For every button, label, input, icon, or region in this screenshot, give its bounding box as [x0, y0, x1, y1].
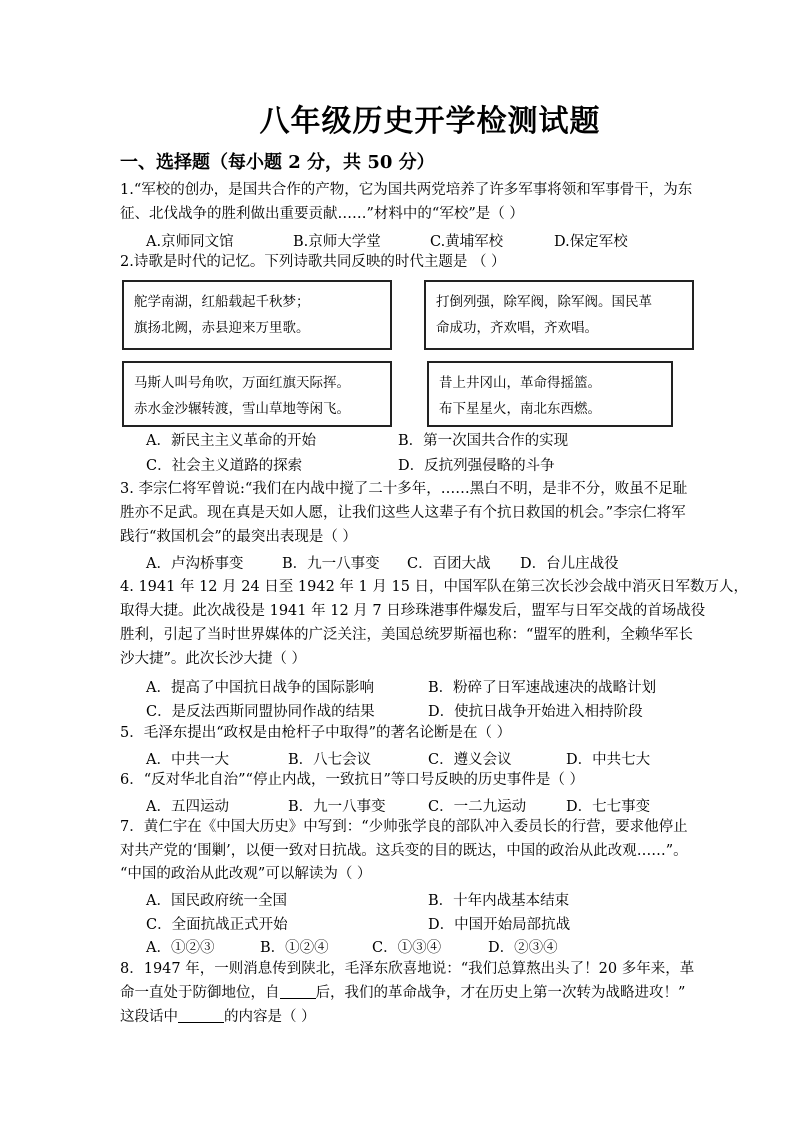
exam-title: 八年级历史开学检测试题 — [259, 104, 601, 139]
q8-line2 — [120, 981, 685, 1005]
q3-line2: 胜亦不足武。现在真是天如人愿，让我们这些人这辈子有个抗日救国的机会。”李宗仁将军 — [120, 505, 686, 521]
q7-item-3: C．全面抗战正式开始 — [146, 917, 288, 933]
q1-option-d: D.保定军校 — [554, 234, 628, 250]
q8-line2-end: 后，我们的革命战争，才在历史上第一次转为战略进攻！” — [315, 985, 686, 1001]
q4-option-d: D．使抗日战争开始进入相持阶段 — [428, 704, 643, 720]
q1-option-c: C.黄埔军校 — [430, 234, 504, 250]
q7-item-4: D．中国开始局部抗战 — [428, 917, 571, 933]
q8-line2-start: 命一直处于防御地位，自 — [120, 985, 280, 1001]
q4-option-c: C．是反法西斯同盟协同作战的结果 — [146, 704, 375, 720]
q2-option-b: B．第一次国共合作的实现 — [398, 433, 569, 449]
poem-3-line-2: 赤水金沙辗转渡，雪山草地等闲飞。 — [134, 401, 350, 417]
poem-box-3 — [122, 361, 392, 427]
q1-option-a: A.京师同文馆 — [146, 234, 234, 250]
q3-option-d: D．台儿庄战役 — [520, 556, 619, 572]
q7-option-d: D．②③④ — [488, 940, 558, 956]
q8-blank-2 — [178, 1008, 224, 1023]
q7-line2: 对共产党的‘围剿’，以便一致对日抗战。这兵变的目的既达，中国的政治从此改观……”。 — [120, 843, 688, 859]
q3-option-b: B．九一八事变 — [282, 556, 380, 572]
q2-option-d: D．反抗列强侵略的斗争 — [398, 458, 555, 474]
q5-option-c: C．遵义会议 — [428, 752, 512, 768]
q7-option-c: C．①③④ — [372, 940, 442, 956]
poem-4-line-2: 布下星星火，南北东西燃。 — [439, 401, 601, 417]
q8-line1: 8．1947 年，一则消息传到陕北，毛泽东欣喜地说：“我们总算熬出头了！20 多年来，革 — [120, 961, 695, 977]
poem-box-4 — [427, 361, 673, 427]
q4-option-b: B．粉碎了日军速战速决的战略计划 — [428, 680, 657, 696]
q1-line2: 征、北伐战争的胜利做出重要贡献……”材料中的“军校”是（ ） — [120, 206, 524, 222]
section-heading: 一、选择题（每小题 2 分，共 50 分） — [120, 152, 435, 173]
poem-1-line-1: 舵学南湖，红船载起千秋梦； — [134, 294, 310, 310]
q1-option-b: B.京师大学堂 — [293, 234, 381, 250]
q2-option-c: C．社会主义道路的探索 — [146, 458, 303, 474]
q6-option-a: A．五四运动 — [146, 799, 229, 815]
q6-option-b: B．九一八事变 — [288, 799, 386, 815]
q5-option-b: B．八七会议 — [288, 752, 372, 768]
poem-2-line-2: 命成功，齐欢唱，齐欢唱。 — [436, 320, 598, 336]
q5-option-d: D．中共七大 — [566, 752, 651, 768]
q8-line3-end: 的内容是（ ） — [224, 1009, 316, 1025]
poem-1-line-2: 旗扬北阙，赤县迎来万里歌。 — [134, 320, 310, 336]
q2-stem: 2.诗歌是时代的记忆。下列诗歌共同反映的时代主题是 （ ） — [120, 254, 506, 270]
q7-option-b: B．①②④ — [260, 940, 329, 956]
poem-box-2 — [424, 280, 694, 350]
q4-option-a: A．提高了中国抗日战争的国际影响 — [146, 680, 374, 696]
q1-line1: 1.“军校的创办，是国共合作的产物，它为国共两党培养了许多军事将领和军事骨干，为东 — [120, 182, 693, 198]
q3-line3: 践行“救国机会”的最突出表现是（ ） — [120, 529, 357, 545]
poem-2-line-1: 打倒列强，除军阀，除军阀。国民革 — [436, 294, 652, 310]
q6-option-c: C．一二九运动 — [428, 799, 527, 815]
poem-3-line-1: 马斯人叫号角吹，万面红旗天际挥。 — [134, 375, 350, 391]
q3-option-c: C．百团大战 — [407, 556, 491, 572]
poem-4-line-1: 昔上井冈山，革命得摇篮。 — [439, 375, 601, 391]
q5-stem: 5．毛泽东提出“政权是由枪杆子中取得”的著名论断是在（ ） — [120, 725, 512, 741]
q7-item-1: A．国民政府统一全国 — [146, 893, 287, 909]
q8-blank-1 — [280, 984, 316, 999]
q7-line3: “中国的政治从此改观”可以解读为（ ） — [120, 866, 372, 882]
poem-box-1 — [122, 280, 392, 350]
q7-item-2: B．十年内战基本结束 — [428, 893, 570, 909]
q7-option-a: A．①②③ — [146, 940, 215, 956]
q2-option-a: A．新民主主义革命的开始 — [146, 433, 316, 449]
q8-line3 — [120, 1005, 316, 1029]
q4-line2: 取得大捷。此次战役是 1941 年 12 月 7 日珍珠港事件爆发后，盟军与日军交战的首场战役 — [120, 603, 706, 619]
q4-line3: 胜利，引起了当时世界媒体的广泛关注，美国总统罗斯福也称：“盟军的胜利，全赖华军长 — [120, 627, 693, 643]
q8-line3-start: 这段话中 — [120, 1009, 178, 1025]
q4-line4: 沙大捷”。此次长沙大捷（ ） — [120, 651, 307, 667]
q3-line1: 3. 李宗仁将军曾说:“我们在内战中搅了二十多年，……黑白不明，是非不分，败虽不足耻 — [120, 481, 688, 497]
q5-option-a: A．中共一大 — [146, 752, 229, 768]
q4-line1: 4. 1941 年 12 月 24 日至 1942 年 1 月 15 日，中国军队在第三次长沙会战中消灭日军数万人， — [120, 579, 749, 595]
q7-line1: 7．黄仁宇在《中国大历史》中写到：“少帅张学良的部队冲入委员长的行营，要求他停止 — [120, 819, 688, 835]
q6-stem: 6．“反对华北自治”“停止内战，一致抗日”等口号反映的历史事件是（ ） — [120, 772, 584, 788]
q3-option-a: A．卢沟桥事变 — [146, 556, 244, 572]
q6-option-d: D．七七事变 — [566, 799, 651, 815]
